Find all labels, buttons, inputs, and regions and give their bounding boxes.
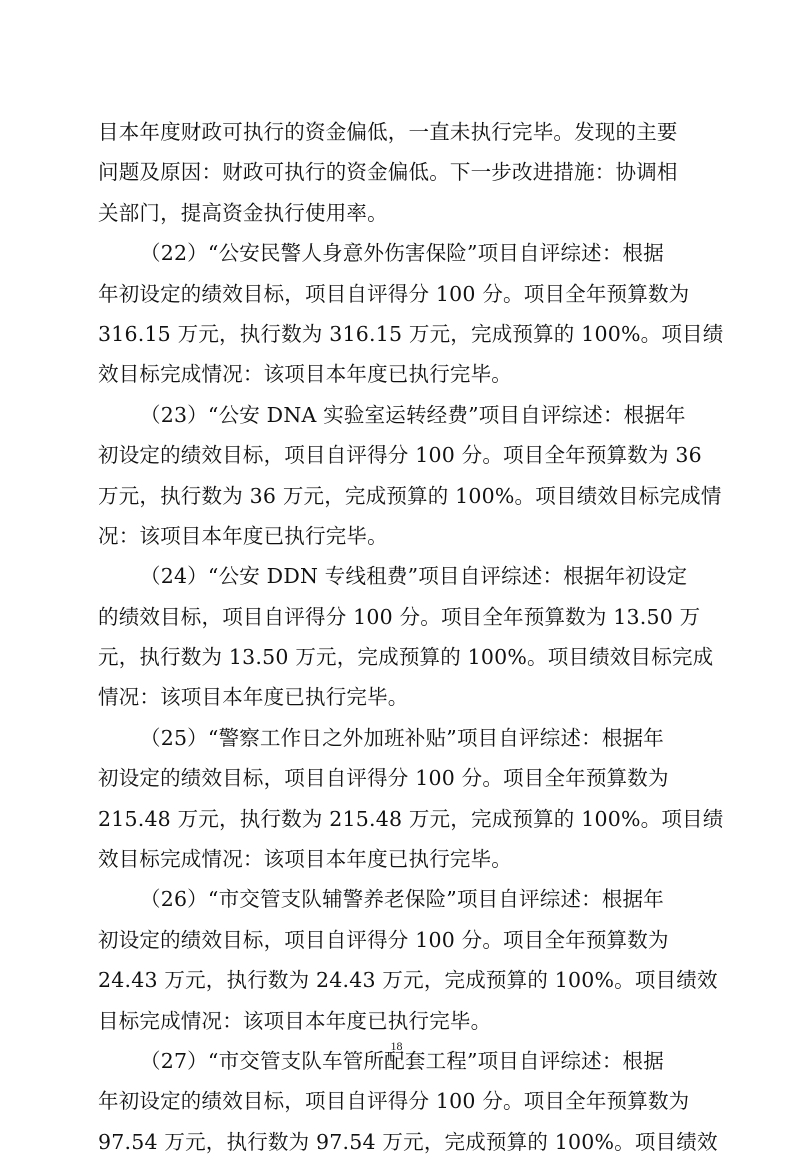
item-26-heading-line: （26）“市交管支队辅警养老保险”项目自评综述：根据年 xyxy=(140,887,664,912)
text-line: 效目标完成情况：该项目本年度已执行完毕。 xyxy=(98,362,512,387)
text-line: 况：该项目本年度已执行完毕。 xyxy=(98,523,388,548)
text-line: 万元，执行数为 36 万元，完成预算的 100%。项目绩效目标完成情 xyxy=(98,483,722,508)
text-line: 的绩效目标，项目自评得分 100 分。项目全年预算数为 13.50 万 xyxy=(98,604,701,629)
text-line: 关部门，提高资金执行使用率。 xyxy=(98,200,388,225)
text-line: 问题及原因：财政可执行的资金偏低。下一步改进措施：协调相 xyxy=(98,160,678,185)
text-line: 目标完成情况：该项目本年度已执行完毕。 xyxy=(98,1008,492,1033)
text-line: 目本年度财政可执行的资金偏低，一直未执行完毕。发现的主要 xyxy=(98,120,678,144)
page-number: 18 xyxy=(390,1039,403,1053)
text-line: 初设定的绩效目标，项目自评得分 100 分。项目全年预算数为 xyxy=(98,766,669,791)
item-23-heading-line: （23）“公安 DNA 实验室运转经费”项目自评综述：根据年 xyxy=(140,402,686,427)
text-line: 215.48 万元，执行数为 215.48 万元，完成预算的 100%。项目绩 xyxy=(98,806,724,831)
text-line: 元，执行数为 13.50 万元，完成预算的 100%。项目绩效目标完成 xyxy=(98,645,714,670)
text-line: 情况：该项目本年度已执行完毕。 xyxy=(98,685,409,710)
item-27-heading-line: （27）“市交管支队车管所配套工程”项目自评综述：根据 xyxy=(140,1048,664,1073)
item-22-heading-line: （22）“公安民警人身意外伤害保险”项目自评综述：根据 xyxy=(140,241,664,266)
text-line: 效目标完成情况：该项目本年度已执行完毕。 xyxy=(98,847,512,872)
text-line: 初设定的绩效目标，项目自评得分 100 分。项目全年预算数为 xyxy=(98,927,669,952)
text-line: 初设定的绩效目标，项目自评得分 100 分。项目全年预算数为 36 xyxy=(98,443,702,468)
text-line: 24.43 万元，执行数为 24.43 万元，完成预算的 100%。项目绩效 xyxy=(98,968,718,993)
item-24-heading-line: （24）“公安 DDN 专线租费”项目自评综述：根据年初设定 xyxy=(140,564,688,589)
text-line: 年初设定的绩效目标，项目自评得分 100 分。项目全年预算数为 xyxy=(98,281,690,306)
text-line: 97.54 万元，执行数为 97.54 万元，完成预算的 100%。项目绩效 xyxy=(98,1129,718,1154)
text-line: 316.15 万元，执行数为 316.15 万元，完成预算的 100%。项目绩 xyxy=(98,321,724,346)
body-text xyxy=(98,112,724,1162)
item-25-heading-line: （25）“警察工作日之外加班补贴”项目自评综述：根据年 xyxy=(140,725,664,750)
text-line: 年初设定的绩效目标，项目自评得分 100 分。项目全年预算数为 xyxy=(98,1089,690,1114)
